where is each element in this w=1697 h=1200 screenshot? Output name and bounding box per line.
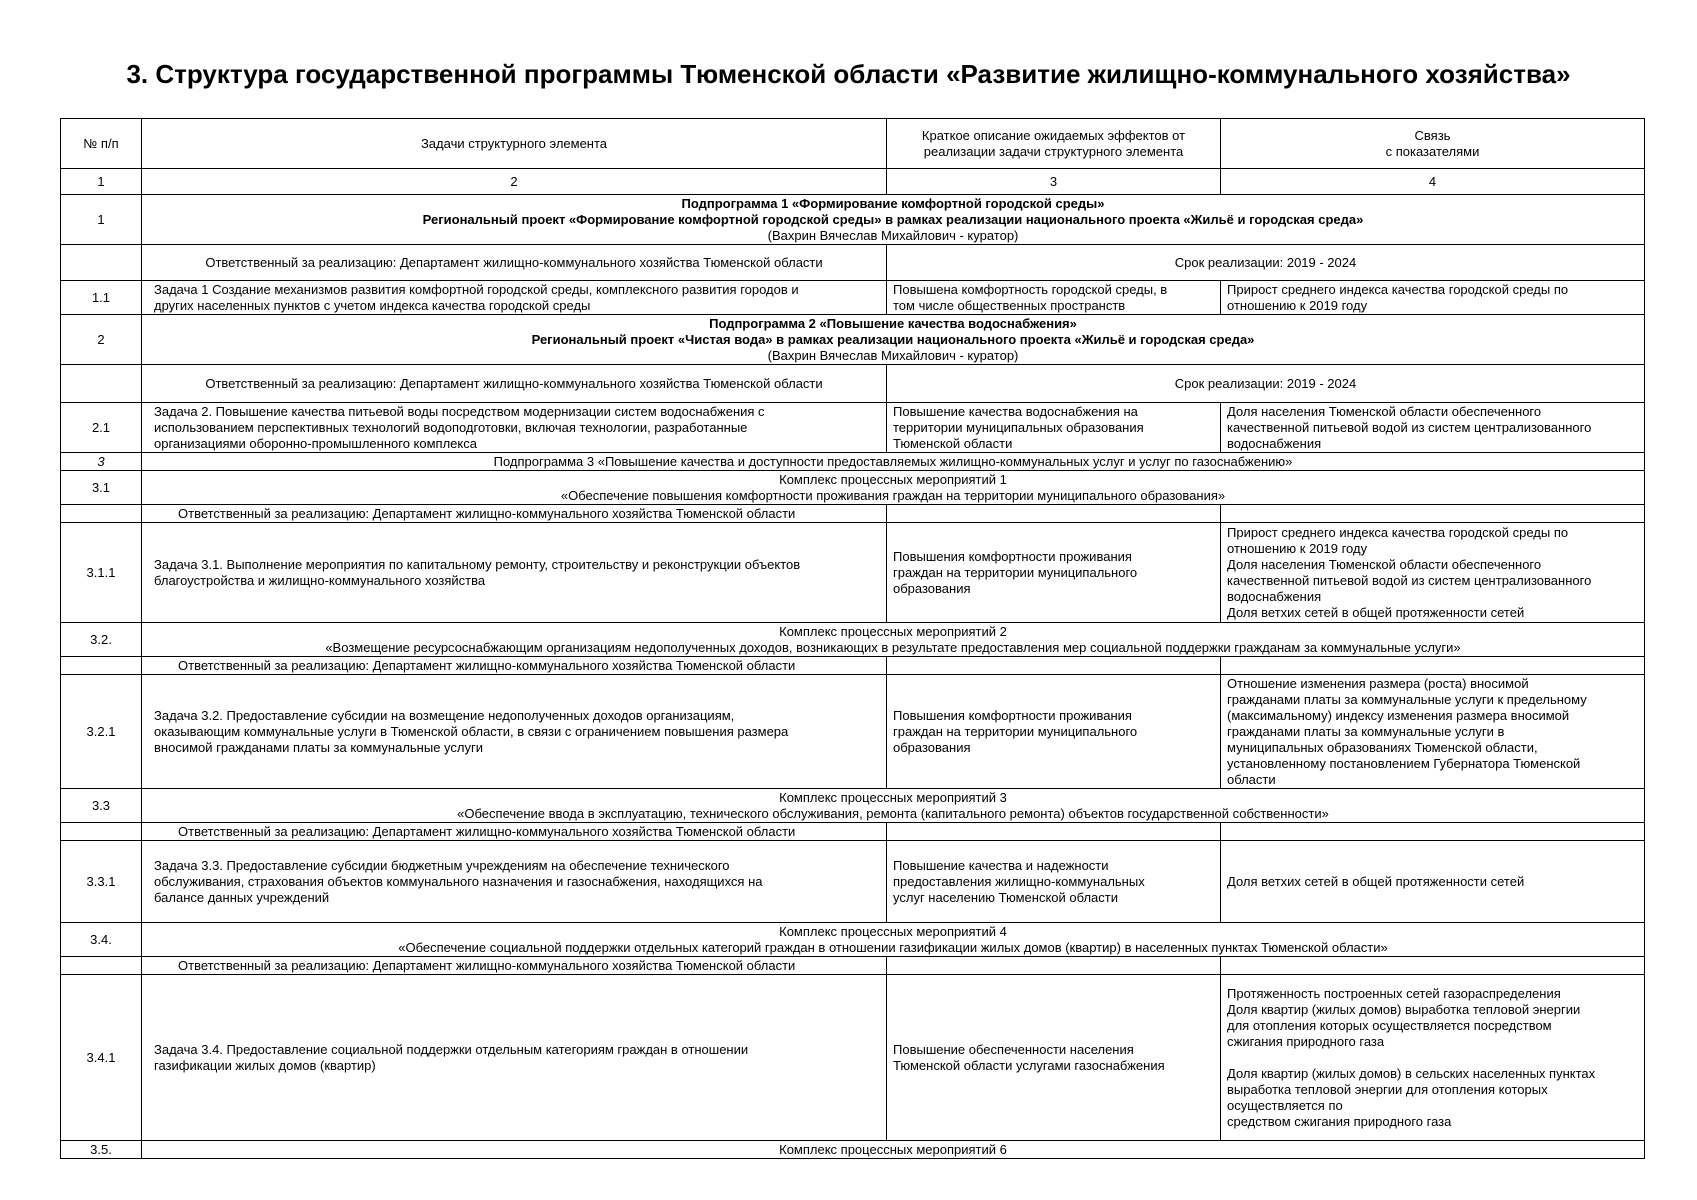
column-number: 4 bbox=[1221, 169, 1645, 195]
responsible-row bbox=[61, 245, 1645, 281]
task-row bbox=[61, 403, 1645, 453]
row-number: 3.3.1 bbox=[61, 841, 142, 923]
responsible-text: Ответственный за реализацию: Департамент жилищно-коммунального хозяйства Тюменской области bbox=[142, 365, 887, 403]
row-number: 3.4.1 bbox=[61, 975, 142, 1141]
row-number: 3.4. bbox=[61, 923, 142, 957]
effect-text: Повышения комфортности проживания граждан на территории муниципального образования bbox=[887, 675, 1221, 789]
header-tasks: Задачи структурного элемента bbox=[142, 119, 887, 169]
complex-title: Комплекс процессных мероприятий 4 «Обеспечение социальной поддержки отдельных категорий граждан в отношении газификации жилых домов (квартир) в населенных пунктах Тюменской области» bbox=[142, 923, 1645, 957]
effect-text: Повышение качества водоснабжения на территории муниципальных образования Тюменской области bbox=[887, 403, 1221, 453]
responsible-text: Ответственный за реализацию: Департамент жилищно-коммунального хозяйства Тюменской области bbox=[142, 823, 887, 841]
header-effects: Краткое описание ожидаемых эффектов от реализации задачи структурного элемента bbox=[887, 119, 1221, 169]
indicator-text: Отношение изменения размера (роста) вносимой гражданами платы за коммунальные услуги к предельному (максимальному) индексу изменения размера вносимой гражданами платы за коммунальные услуги в муниципальных образованиях Тюменской области, установленному постановлением Губернатора Тюменской области bbox=[1221, 675, 1645, 789]
complex-title: Комплекс процессных мероприятий 1 «Обеспечение повышения комфортности проживания граждан на территории муниципального образования» bbox=[142, 471, 1645, 505]
column-number: 1 bbox=[61, 169, 142, 195]
responsible-row bbox=[61, 505, 1645, 523]
row-number: 3.2. bbox=[61, 623, 142, 657]
complex-row bbox=[61, 623, 1645, 657]
row-number: 2 bbox=[61, 315, 142, 365]
task-row bbox=[61, 975, 1645, 1141]
subprogram-row bbox=[61, 315, 1645, 365]
effect-text: Повышение качества и надежности предоставления жилищно-коммунальных услуг населению Тюменской области bbox=[887, 841, 1221, 923]
row-number: 3.1.1 bbox=[61, 523, 142, 623]
task-row bbox=[61, 523, 1645, 623]
subprogram-title: Подпрограмма 1 «Формирование комфортной городской среды» Региональный проект «Формирование комфортной городской среды» в рамках реализации национального проекта «Жильё и городская среда» (Вахрин Вячеслав Михайлович - куратор) bbox=[142, 195, 1645, 245]
indicator-text: Доля населения Тюменской области обеспеченного качественной питьевой водой из систем централизованного водоснабжения bbox=[1221, 403, 1645, 453]
responsible-text: Ответственный за реализацию: Департамент жилищно-коммунального хозяйства Тюменской области bbox=[142, 657, 887, 675]
subprogram-row bbox=[61, 453, 1645, 471]
task-text: Задача 3.3. Предоставление субсидии бюджетным учреждениям на обеспечение технического обслуживания, страхования объектов коммунального назначения и газоснабжения, находящихся на балансе данных учреждений bbox=[142, 841, 887, 923]
task-text: Задача 1 Создание механизмов развития комфортной городской среды, комплексного развития городов и других населенных пунктов с учетом индекса качества городской среды bbox=[142, 281, 887, 315]
indicator-text: Протяженность построенных сетей газораспределения Доля квартир (жилых домов) выработка тепловой энергии для отопления которых осуществляется посредством сжигания природного газа Доля квартир (жилых домов) в сельских населенных пунктах выработка тепловой энергии для отопления которых осуществляется по средством сжигания природного газа bbox=[1221, 975, 1645, 1141]
column-number: 2 bbox=[142, 169, 887, 195]
complex-row bbox=[61, 789, 1645, 823]
responsible-row bbox=[61, 365, 1645, 403]
task-row bbox=[61, 281, 1645, 315]
row-number: 1.1 bbox=[61, 281, 142, 315]
subprogram-title: Подпрограмма 2 «Повышение качества водоснабжения» Региональный проект «Чистая вода» в рамках реализации национального проекта «Жильё и городская среда» (Вахрин Вячеслав Михайлович - куратор) bbox=[142, 315, 1645, 365]
task-text: Задача 3.4. Предоставление социальной поддержки отдельным категориям граждан в отношении газификации жилых домов (квартир) bbox=[142, 975, 887, 1141]
indicator-text: Доля ветхих сетей в общей протяженности сетей bbox=[1221, 841, 1645, 923]
indicator-text: Прирост среднего индекса качества городской среды по отношению к 2019 году bbox=[1221, 281, 1645, 315]
term-text: Срок реализации: 2019 - 2024 bbox=[887, 365, 1645, 403]
table-header-row bbox=[61, 119, 1645, 169]
task-text: Задача 2. Повышение качества питьевой воды посредством модернизации систем водоснабжения с использованием перспективных технологий водоподготовки, включая технологии, разработанные организациями оборонно-промышленного комплекса bbox=[142, 403, 887, 453]
effect-text: Повышена комфортность городской среды, в том числе общественных пространств bbox=[887, 281, 1221, 315]
page-title: 3. Структура государственной программы Тюменской области «Развитие жилищно-коммунального хозяйства» bbox=[126, 59, 1571, 89]
row-number: 2.1 bbox=[61, 403, 142, 453]
task-text: Задача 3.2. Предоставление субсидии на возмещение недополученных доходов организациям, оказывающим коммунальные услуги в Тюменской области, в связи с ограничением повышения размера вносимой гражданами платы за коммунальные услуги bbox=[142, 675, 887, 789]
row-number: 3.1 bbox=[61, 471, 142, 505]
row-number: 3.5. bbox=[61, 1141, 142, 1159]
complex-row bbox=[61, 923, 1645, 957]
task-row bbox=[61, 675, 1645, 789]
header-number: № п/п bbox=[61, 119, 142, 169]
column-number: 3 bbox=[887, 169, 1221, 195]
indicator-text: Прирост среднего индекса качества городской среды по отношению к 2019 году Доля населения Тюменской области обеспеченного качественной питьевой водой из систем централизованного водоснабжения Доля ветхих сетей в общей протяженности сетей bbox=[1221, 523, 1645, 623]
subprogram-row bbox=[61, 195, 1645, 245]
responsible-text: Ответственный за реализацию: Департамент жилищно-коммунального хозяйства Тюменской области bbox=[142, 957, 887, 975]
complex-title: Комплекс процессных мероприятий 3 «Обеспечение ввода в эксплуатацию, технического обслуживания, ремонта (капитального ремонта) объектов государственной собственности» bbox=[142, 789, 1645, 823]
structure-table bbox=[60, 118, 1645, 1159]
header-indicators: Связь с показателями bbox=[1221, 119, 1645, 169]
subprogram-title: Подпрограмма 3 «Повышение качества и доступности предоставляемых жилищно-коммунальных услуг и услуг по газоснабжению» bbox=[142, 453, 1645, 471]
complex-row bbox=[61, 1141, 1645, 1159]
row-number: 3 bbox=[61, 453, 142, 471]
task-text: Задача 3.1. Выполнение мероприятия по капитальному ремонту, строительству и реконструкции объектов благоустройства и жилищно-коммунального хозяйства bbox=[142, 523, 887, 623]
responsible-row bbox=[61, 823, 1645, 841]
responsible-text: Ответственный за реализацию: Департамент жилищно-коммунального хозяйства Тюменской области bbox=[142, 505, 887, 523]
complex-title: Комплекс процессных мероприятий 2 «Возмещение ресурсоснабжающим организациям недополученных доходов, возникающих в результате предоставления мер социальной поддержки гражданам за коммунальные услуги» bbox=[142, 623, 1645, 657]
row-number: 1 bbox=[61, 195, 142, 245]
responsible-row bbox=[61, 957, 1645, 975]
row-number: 3.2.1 bbox=[61, 675, 142, 789]
responsible-row bbox=[61, 657, 1645, 675]
complex-title: Комплекс процессных мероприятий 6 bbox=[142, 1141, 1645, 1159]
task-row bbox=[61, 841, 1645, 923]
row-number: 3.3 bbox=[61, 789, 142, 823]
responsible-text: Ответственный за реализацию: Департамент жилищно-коммунального хозяйства Тюменской области bbox=[142, 245, 887, 281]
complex-row bbox=[61, 471, 1645, 505]
term-text: Срок реализации: 2019 - 2024 bbox=[887, 245, 1645, 281]
effect-text: Повышение обеспеченности населения Тюменской области услугами газоснабжения bbox=[887, 975, 1221, 1141]
effect-text: Повышения комфортности проживания граждан на территории муниципального образования bbox=[887, 523, 1221, 623]
column-number-row bbox=[61, 169, 1645, 195]
